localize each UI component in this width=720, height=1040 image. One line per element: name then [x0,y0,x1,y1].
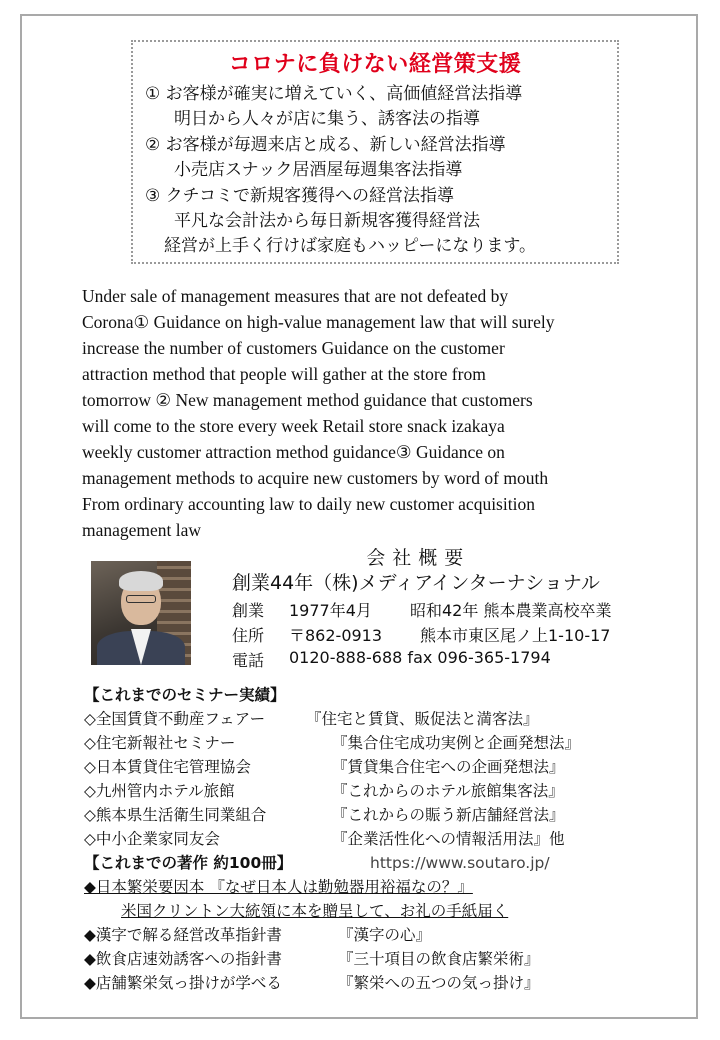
english-line: tomorrow ② New management method guidance that customers [82,390,533,410]
address-value: 熊本市東区尾ノ上1-10-17 [420,626,611,645]
seminar-host: ◇中小企業家同友会 [84,830,220,848]
founded-date: 1977年4月 [289,601,372,620]
seminar-topic: 『これからのホテル旅館集客法』 [332,782,564,800]
english-line: attraction method that people will gather at the store from [82,364,486,384]
books-heading-row [84,851,550,875]
book-desc: ◆飲食店速効誘客への指針書 [84,950,282,968]
book-item [84,947,540,971]
seminar-item [84,827,565,851]
books-heading: 【これまでの著作 約100冊】 [84,854,293,872]
phone-value: 0120-888-688 fax 096-365-1794 [289,648,551,667]
seminar-host: ◇住宅新報社セミナー [84,734,236,752]
english-line: Under sale of management measures that are not defeated by [82,286,509,306]
seminar-topic: 『集合住宅成功実例と企画発想法』 [332,734,581,752]
promo-line: ② お客様が毎週来店と成る、新しい経営法指導 [145,135,506,155]
book-item [84,923,508,947]
english-line: From ordinary accounting law to daily new customer acquisition [82,494,535,514]
promo-line: ③ クチコミで新規客獲得への経営法指導 [145,186,454,206]
seminar-topic: 『住宅と賃貸、販促法と満客法』 [306,710,539,728]
featured-book-note: 米国クリントン大統領に本を贈呈して、お礼の手紙届く [121,902,509,920]
promo-line: 小売店スナック居酒屋毎週集客法指導 [174,160,463,180]
seminar-host: ◇熊本県生活衛生同業組合 [84,806,267,824]
phone-label: 電話 [232,651,265,670]
founded-label: 創業 [232,601,265,620]
book-title: 『繁栄への五つの気っ掛け』 [338,974,540,992]
english-line: increase the number of customers Guidance on the customer [82,338,505,358]
book-desc: ◆漢字で解る経営改革指針書 [84,926,282,944]
credentials-section [84,683,581,995]
address-zip: 〒862-0913 [289,626,383,645]
promo-line: 明日から人々が店に集う、誘客法の指導 [174,109,480,129]
english-translation [82,283,672,543]
book-title: 『三十項目の飲食店繁栄術』 [338,950,540,968]
company-name: 創業44年（株)メディアインターナショナル [232,572,600,594]
founded-note: 昭和42年 熊本農業高校卒業 [410,601,612,620]
seminar-host: ◇日本賃貸住宅管理協会 [84,758,251,776]
seminar-item [84,779,564,803]
seminars-heading: 【これまでのセミナー実績】 [84,686,286,704]
website-link[interactable]: https://www.soutaro.jp/ [370,854,550,872]
company-overview-heading: 会 社 概 要 [366,547,464,569]
seminar-item [84,707,539,731]
seminar-host: ◇全国賃貸不動産フェアー [84,710,266,728]
seminar-host: ◇九州管内ホテル旅館 [84,782,235,800]
address-label: 住所 [232,626,265,645]
book-title: 『漢字の心』 [338,926,432,944]
featured-book-title: ◆日本繁栄要因本 『なぜ日本人は勤勉器用裕福なの？』 [84,878,473,896]
seminar-item [84,755,565,779]
promo-closing-line: 経営が上手く行けば家庭もハッピーになります。 [164,236,536,256]
english-line: management methods to acquire new customers by word of mouth [82,468,549,488]
english-line: weekly customer attraction method guidance③ Guidance on [82,442,505,462]
book-item [84,971,540,995]
seminar-topic: 『賃貸集合住宅への企画発想法』 [332,758,565,776]
promo-title: コロナに負けない経営策支援 [228,52,522,77]
english-line: will come to the store every week Retail store snack izakaya [82,416,505,436]
book-desc: ◆店舗繁栄気っ掛けが学べる [84,974,282,992]
seminar-topic: 『企業活性化への情報活用法』他 [332,830,565,848]
seminar-topic: 『これからの賑う新店舗経営法』 [332,806,565,824]
english-line: management law [82,520,202,540]
seminar-item [84,731,581,755]
president-photo [91,561,191,665]
seminar-item [84,803,565,827]
promo-box [131,40,619,264]
promo-line: 平凡な会計法から毎日新規客獲得経営法 [174,211,480,231]
english-line: Corona① Guidance on high-value management law that will surely [82,312,555,332]
promo-line: ① お客様が確実に増えていく、高価値経営法指導 [145,84,523,104]
